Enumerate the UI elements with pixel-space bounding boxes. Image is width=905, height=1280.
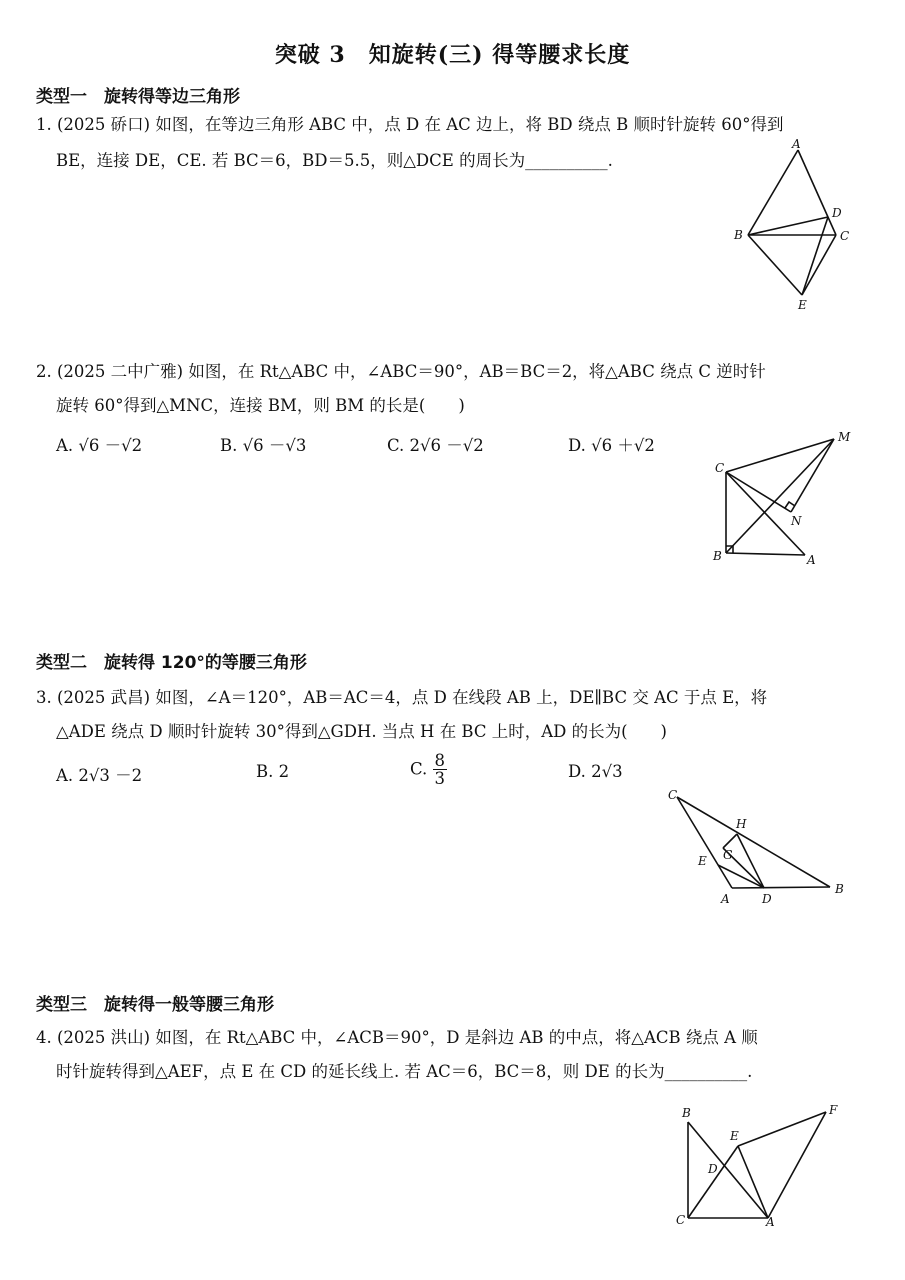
question-3-option-c-prefix: C. bbox=[410, 759, 428, 779]
segment-FA bbox=[768, 1112, 826, 1218]
segment-CB bbox=[677, 797, 830, 887]
point-label-G: G bbox=[723, 848, 733, 862]
question-3-line-1: 3. (2025 武昌) 如图，∠A＝120°，AB＝AC＝4，点 D 在线段 AB 上，DE∥BC 交 AC 于点 E，将 bbox=[36, 688, 768, 707]
point-label-C: C bbox=[676, 1213, 686, 1227]
point-label-H: H bbox=[736, 817, 747, 831]
segment-BA bbox=[688, 1122, 768, 1218]
segment-CE bbox=[688, 1146, 738, 1218]
question-4-figure bbox=[672, 1100, 847, 1230]
question-3-option-a: A. 2√3 －2 bbox=[56, 766, 143, 785]
point-label-N: N bbox=[791, 514, 802, 528]
segment-HG bbox=[723, 834, 737, 848]
point-label-M: M bbox=[838, 430, 851, 444]
question-2-line-1: 2. (2025 二中广雅) 如图，在 Rt△ABC 中，∠ABC＝90°，AB＝BC＝2，将△ABC 绕点 C 逆时针 bbox=[36, 362, 766, 381]
question-2-option-b: B. √6 －√3 bbox=[220, 436, 307, 455]
segment-EF bbox=[738, 1112, 826, 1146]
question-3-option-c-fraction bbox=[433, 752, 448, 788]
point-label-A: A bbox=[807, 553, 816, 567]
point-label-A: A bbox=[721, 892, 730, 906]
point-label-E: E bbox=[730, 1129, 739, 1143]
point-label-D: D bbox=[708, 1162, 718, 1176]
point-label-B: B bbox=[682, 1106, 691, 1120]
segment-HD bbox=[737, 834, 764, 888]
segment-BD bbox=[748, 217, 828, 235]
section-heading-type-2: 类型二 旋转得 120°的等腰三角形 bbox=[36, 653, 307, 673]
point-label-A: A bbox=[792, 137, 801, 151]
segment-CA bbox=[677, 797, 732, 888]
segment-AB bbox=[732, 887, 830, 888]
point-label-A: A bbox=[766, 1215, 775, 1229]
question-4-line-2: 时针旋转得到△AEF，点 E 在 CD 的延长线上. 若 AC＝6，BC＝8，则 DE 的长为__________. bbox=[56, 1062, 753, 1081]
question-2-option-d: D. √6 ＋√2 bbox=[568, 436, 655, 455]
point-label-C: C bbox=[668, 788, 678, 802]
segment-AB bbox=[748, 150, 798, 235]
page-title: 突破 3 知旋转(三) 得等腰求长度 bbox=[274, 42, 631, 68]
segment-BA bbox=[726, 553, 805, 555]
question-1-line-2: BE，连接 DE，CE. 若 BC＝6，BD＝5.5，则△DCE 的周长为__________. bbox=[56, 151, 613, 170]
point-label-B: B bbox=[835, 882, 844, 896]
question-3-option-d: D. 2√3 bbox=[568, 762, 623, 781]
point-label-C: C bbox=[840, 229, 850, 243]
section-heading-type-3: 类型三 旋转得一般等腰三角形 bbox=[36, 995, 274, 1015]
question-2-line-2: 旋转 60°得到△MNC，连接 BM，则 BM 的长是( ) bbox=[56, 396, 465, 415]
point-label-F: F bbox=[829, 1103, 838, 1117]
question-2-figure bbox=[705, 425, 855, 570]
point-label-D: D bbox=[832, 206, 842, 220]
point-label-C: C bbox=[715, 461, 725, 475]
segment-BE bbox=[748, 235, 802, 295]
point-label-B: B bbox=[713, 549, 722, 563]
point-label-E: E bbox=[698, 854, 707, 868]
point-label-E: E bbox=[798, 298, 807, 312]
section-heading-type-1: 类型一 旋转得等边三角形 bbox=[36, 87, 240, 107]
question-3-figure bbox=[660, 785, 860, 910]
question-3-line-2: △ADE 绕点 D 顺时针旋转 30°得到△GDH. 当点 H 在 BC 上时，AD 的长为( ) bbox=[56, 722, 667, 741]
point-label-D: D bbox=[762, 892, 772, 906]
question-1-figure bbox=[730, 137, 860, 315]
fraction-numerator: 8 bbox=[434, 751, 446, 770]
question-4-line-1: 4. (2025 洪山) 如图，在 Rt△ABC 中，∠ACB＝90°，D 是斜边 AB 的中点，将△ACB 绕点 A 顺 bbox=[36, 1028, 758, 1047]
question-2-option-c: C. 2√6 －√2 bbox=[387, 436, 484, 455]
fraction-denominator: 3 bbox=[434, 769, 446, 789]
question-2-option-a: A. √6 －√2 bbox=[56, 436, 143, 455]
segment-EA bbox=[738, 1146, 768, 1218]
question-1-line-1: 1. (2025 硚口) 如图，在等边三角形 ABC 中，点 D 在 AC 边上，将 BD 绕点 B 顺时针旋转 60°得到 bbox=[36, 115, 784, 134]
question-3-option-c bbox=[410, 752, 447, 788]
question-3-option-b: B. 2 bbox=[256, 762, 290, 781]
point-label-B: B bbox=[734, 228, 743, 242]
